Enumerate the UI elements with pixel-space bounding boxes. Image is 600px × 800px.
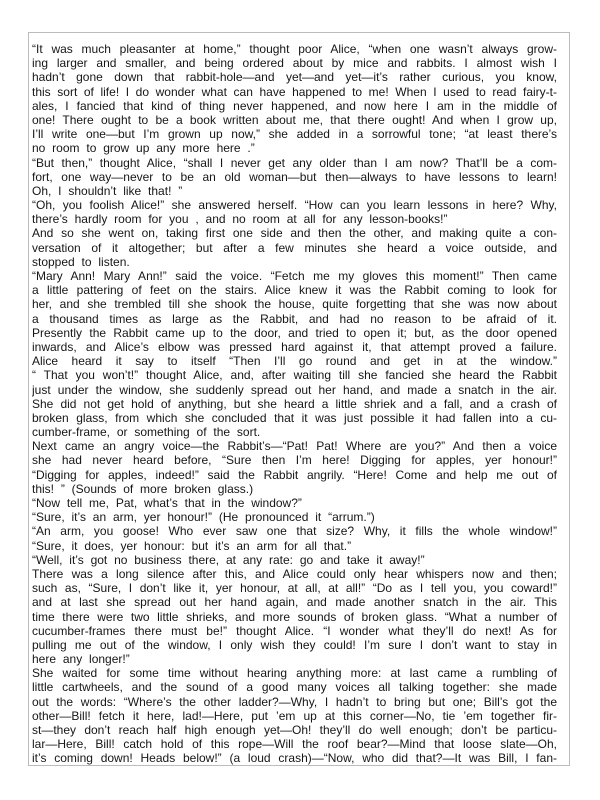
- text-line: little cartwheels, and the sound of a good many voices all talking together: she made: [32, 680, 557, 695]
- text-line: fort, one way—never to be an old woman—but then—always to have lessons to learn!: [32, 169, 557, 184]
- text-line: her, and she trembled till she shook the house, quite forgetting that she was now about: [32, 297, 557, 312]
- text-line: “Sure, it does, yer honour: but it’s an arm for all that.”: [32, 538, 352, 553]
- text-line: ing larger and smaller, and being ordered about by mice and rabbits. I almost wish I: [32, 56, 557, 71]
- text-line: “ That you won’t!” thought Alice, and, after waiting till she fancied she heard the Rabbit: [32, 368, 557, 383]
- text-line: this sort of life! I do wonder what can have happened to me! When I used to read fairy-t-: [32, 84, 557, 99]
- text-line: “It was much pleasanter at home,” thought poor Alice, “when one wasn’t always grow-: [32, 42, 557, 56]
- text-line: here any longer!”: [32, 652, 130, 667]
- text-line: “But then,” thought Alice, “shall I never get any older than I am now? That’ll be a com-: [32, 155, 557, 170]
- text-line: stopped to listen.: [32, 254, 130, 269]
- text-line: just under the window, she suddenly spread out her hand, and made a snatch in the air.: [32, 382, 557, 397]
- text-line: there’s hardly room for you , and no room at all for any lesson-books!”: [32, 212, 448, 227]
- text-line: inwards, and Alice’s elbow was pressed hard against it, that attempt proved a failure.: [32, 339, 557, 354]
- text-line: Next came an angry voice—the Rabbit’s—“Pat! Pat! Where are you?” And then a voice: [32, 439, 557, 454]
- text-line: “Sure, it’s an arm, yer honour!” (He pronounced it “arrum.”): [32, 510, 375, 525]
- text-line: hadn’t gone down that rabbit-hole—and yet—and yet—it’s rather curious, you know,: [32, 70, 557, 85]
- text-line: “Digging for apples, indeed!” said the Rabbit angrily. “Here! Come and help me out of: [32, 467, 557, 482]
- text-line: “Mary Ann! Mary Ann!” said the voice. “Fetch me my gloves this moment!” Then came: [32, 269, 557, 283]
- text-line: she had never heard before, “Sure then I’m here! Digging for apples, yer honour!”: [32, 453, 557, 468]
- text-line: Oh, I shouldn’t like that! ”: [32, 183, 183, 198]
- text-line: cucumber-frames there must be!” thought Alice. “I wonder what they’ll do next! As for: [32, 623, 557, 638]
- text-line: pulling me out of the window, I only wish they could! I’m sure I don’t want to stay in: [32, 637, 557, 652]
- text-line: broken glass, from which she concluded that it was just possible it had fallen into a cu-: [32, 410, 557, 425]
- text-line: lar—Here, Bill! catch hold of this rope—Will the roof bear?—Mind that loose slate—Oh,: [32, 737, 557, 752]
- text-line: it’s coming down! Heads below!” (a loud crash)—“Now, who did that?—It was Bill, I fan-: [32, 751, 557, 766]
- text-line: one! There ought to be a book written about me, that there ought! And when I grow up,: [32, 112, 557, 127]
- text-line: such as, “Sure, I don’t like it, yer honour, at all, at all!” “Do as I tell you, you coward!”: [32, 581, 557, 596]
- book-page: [28, 32, 570, 766]
- text-line: cumber-frame, or something of the sort.: [32, 425, 261, 440]
- text-line: time there were two little shrieks, and more sounds of broken glass. “What a number of: [32, 609, 557, 624]
- text-line: “An arm, you goose! Who ever saw one that size? Why, it fills the whole window!”: [32, 524, 557, 539]
- text-line: “Well, it’s got no business there, at any rate: go and take it away!”: [32, 552, 425, 567]
- text-line: versation of it altogether; but after a few minutes she heard a voice outside, and: [32, 240, 557, 255]
- text-line: no room to grow up any more here .”: [32, 141, 255, 156]
- text-line: There was a long silence after this, and Alice could only hear whispers now and then;: [32, 566, 557, 581]
- text-line: And so she went on, taking first one side and then the other, and making quite a con-: [32, 226, 557, 241]
- text-line: this! ” (Sounds of more broken glass.): [32, 481, 254, 496]
- text-line: a thousand times as large as the Rabbit, and had no reason to be afraid of it.: [32, 311, 557, 326]
- text-line: She waited for some time without hearing anything more: at last came a rumbling of: [32, 666, 557, 681]
- text-line: She did not get hold of anything, but she heard a little shriek and a fall, and a crash of: [32, 396, 557, 411]
- text-line: Presently the Rabbit came up to the door, and tried to open it; but, as the door opened: [32, 325, 557, 340]
- text-line: ales, I fancied that kind of thing never happened, and now here I am in the middle of: [32, 98, 557, 113]
- text-line: “Now tell me, Pat, what’s that in the window?”: [32, 496, 302, 510]
- text-line: a little pattering of feet on the stairs. Alice knew it was the Rabbit coming to look for: [32, 283, 557, 298]
- text-line: I’ll write one—but I’m grown up now,” she added in a sorrowful tone; “at least there’s: [32, 127, 557, 142]
- text-line: “Oh, you foolish Alice!” she answered herself. “How can you learn lessons in here? Why,: [32, 198, 557, 213]
- text-line: Alice heard it say to itself “Then I’ll go round and get in at the window.”: [32, 354, 557, 369]
- text-line: other—Bill! fetch it here, lad!—Here, put ’em up at this corner—No, tie ’em together fir-: [32, 708, 557, 723]
- text-line: out the words: “Where’s the other ladder?—Why, I hadn’t to bring but one; Bill’s got the: [32, 694, 557, 709]
- text-line: and at last she spread out her hand again, and made another snatch in the air. This: [32, 595, 557, 610]
- text-line: st—they don’t reach half high enough yet—Oh! they’ll do well enough; don’t be particu-: [32, 723, 557, 737]
